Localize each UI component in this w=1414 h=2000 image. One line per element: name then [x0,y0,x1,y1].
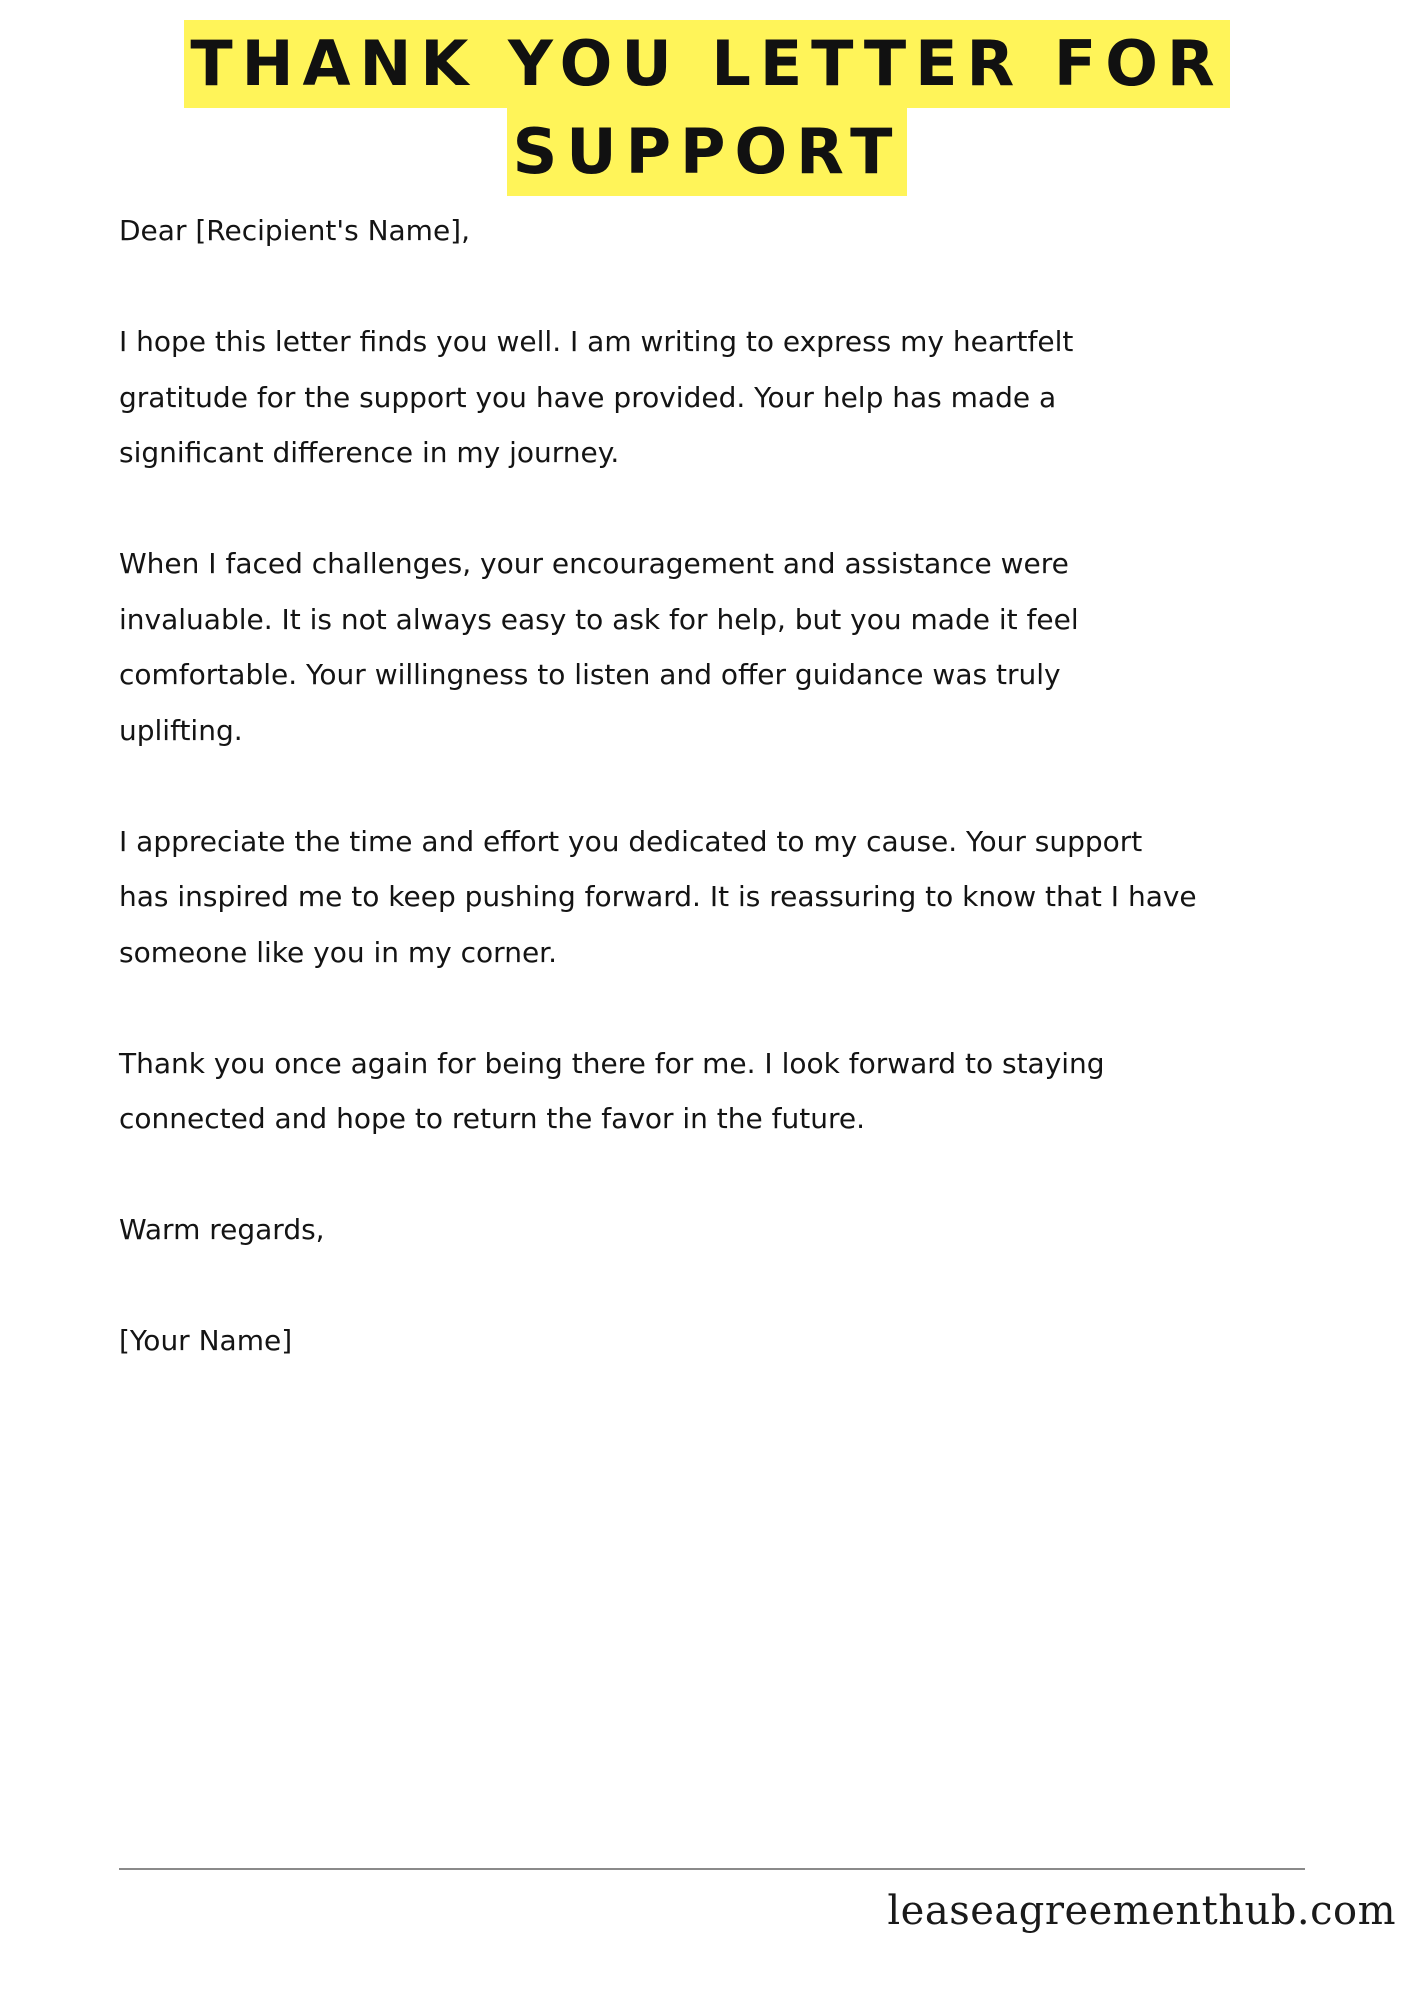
paragraph-2-line: uplifting. [119,713,243,747]
footer-divider [119,1868,1305,1870]
paragraph-2-line: comfortable. Your willingness to listen and offer guidance was truly [119,658,1061,691]
paragraph-1 [119,314,1319,481]
footer-site-name: leaseagreementhub.com [887,1888,1396,1934]
signature: [Your Name] [119,1324,293,1357]
paragraph-1-line: significant difference in my journey. [119,436,620,469]
salutation: Dear [Recipient's Name], [119,214,470,247]
title-line-2: SUPPORT [507,108,908,196]
paragraph-2 [119,536,1319,758]
paragraph-3-line: someone like you in my corner. [119,935,558,969]
paragraph-4-line: Thank you once again for being there for me. I look forward to staying [119,1046,1105,1080]
paragraph-1-line: gratitude for the support you have provided. Your help has made a [119,380,1057,414]
paragraph-3-line: I appreciate the time and effort you dedicated to my cause. Your support [119,824,1143,858]
paragraph-4 [119,1036,1319,1147]
paragraph-4-line: connected and hope to return the favor in the future. [119,1102,866,1135]
paragraph-2-line: When I faced challenges, your encouragement and assistance were [119,547,1069,580]
paragraph-1-line: I hope this letter finds you well. I am writing to express my heartfelt [119,325,1074,358]
paragraph-2-line: invaluable. It is not always easy to ask for help, but you made it feel [119,602,1079,636]
paragraph-3-line: has inspired me to keep pushing forward. It is reassuring to know that I have [119,880,1197,913]
page-title [0,20,1414,196]
letter-body [119,203,1319,1424]
title-line-1: THANK YOU LETTER FOR [184,20,1229,108]
closing: Warm regards, [119,1213,325,1246]
paragraph-3 [119,814,1319,981]
